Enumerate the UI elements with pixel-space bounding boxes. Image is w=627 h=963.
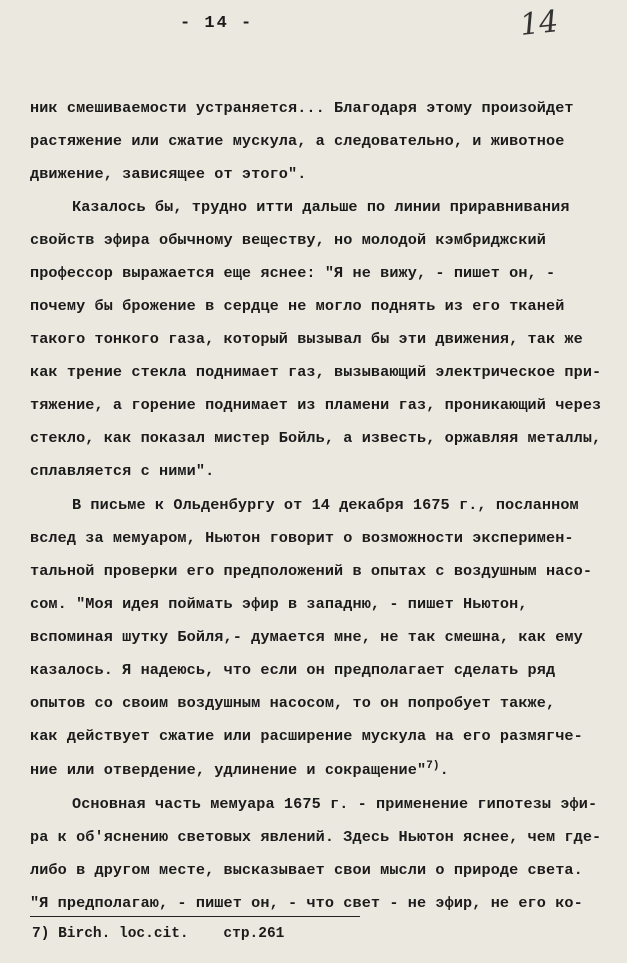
text-line: В письме к Ольденбургу от 14 декабря 1675 г., посланном bbox=[72, 496, 579, 514]
text-line: сом. "Моя идея поймать эфир в западню, - пишет Ньютон, bbox=[30, 595, 528, 613]
text-line bbox=[30, 760, 449, 779]
text-line: такого тонкого газа, который вызывал бы эти движения, так же bbox=[30, 330, 583, 348]
footnote-divider bbox=[30, 916, 360, 917]
text-line: профессор выражается еще яснее: "Я не вижу, - пишет он, - bbox=[30, 264, 556, 282]
text-line: ник смешиваемости устраняется... Благодаря этому произойдет bbox=[30, 99, 574, 117]
text-line: стекло, как показал мистер Бойль, a известь, оржавляя металлы, bbox=[30, 429, 602, 447]
text-line: вспоминая шутку Бойля,- думается мне, не так смешна, как ему bbox=[30, 628, 583, 646]
text-line: либо в другом месте, высказывает свои мысли о природе света. bbox=[30, 861, 583, 879]
page-number: - 14 - bbox=[180, 14, 254, 33]
text-line: почему бы брожение в сердце не могло поднять из его тканей bbox=[30, 297, 565, 315]
text-line: растяжение или сжатие мускула, а следовательно, и животное bbox=[30, 132, 565, 150]
text-line: Казалось бы, трудно итти дальше по линии приравнивания bbox=[72, 198, 570, 216]
text-line: казалось. Я надеюсь, что если он предполагает сделать ряд bbox=[30, 661, 556, 679]
text-line: как действует сжатие или расширение мускула на его размягче- bbox=[30, 727, 583, 745]
text-line: опытов со своим воздушным насосом, то он попробует также, bbox=[30, 694, 556, 712]
text-line-tail: . bbox=[439, 761, 449, 780]
text-line: движение, зависящее от этого". bbox=[30, 165, 307, 183]
text-line: тальной проверки его предположений в опытах с воздушным насо- bbox=[30, 562, 593, 580]
text-line: как трение стекла поднимает газ, вызывающий электрическое при- bbox=[30, 363, 602, 381]
text-line: свойств эфира обычному веществу, но молодой кэмбриджский bbox=[30, 231, 546, 249]
footnote-reference: 7) bbox=[426, 760, 440, 772]
handwritten-page-number: 14 bbox=[518, 4, 560, 43]
text-line: "Я предполагаю, - пишет он, - что свет - не эфир, не его ко- bbox=[30, 894, 583, 912]
text-line: ра к об'яснению световых явлений. Здесь Ньютон яснее, чем где- bbox=[30, 828, 602, 846]
text-line: сплавляется с ними". bbox=[30, 462, 215, 480]
text-line: тяжение, а горение поднимает из пламени газ, проникающий через bbox=[30, 396, 602, 414]
text-line: Основная часть мемуара 1675 г. - применение гипотезы эфи- bbox=[72, 795, 598, 813]
text-line-content: ние или отвердение, удлинение и сокращение" bbox=[30, 761, 427, 780]
text-line: вслед за мемуаром, Ньютон говорит о возможности эксперимен- bbox=[30, 529, 574, 547]
footnote: 7) Birch. loc.cit. стр.261 bbox=[32, 926, 285, 942]
